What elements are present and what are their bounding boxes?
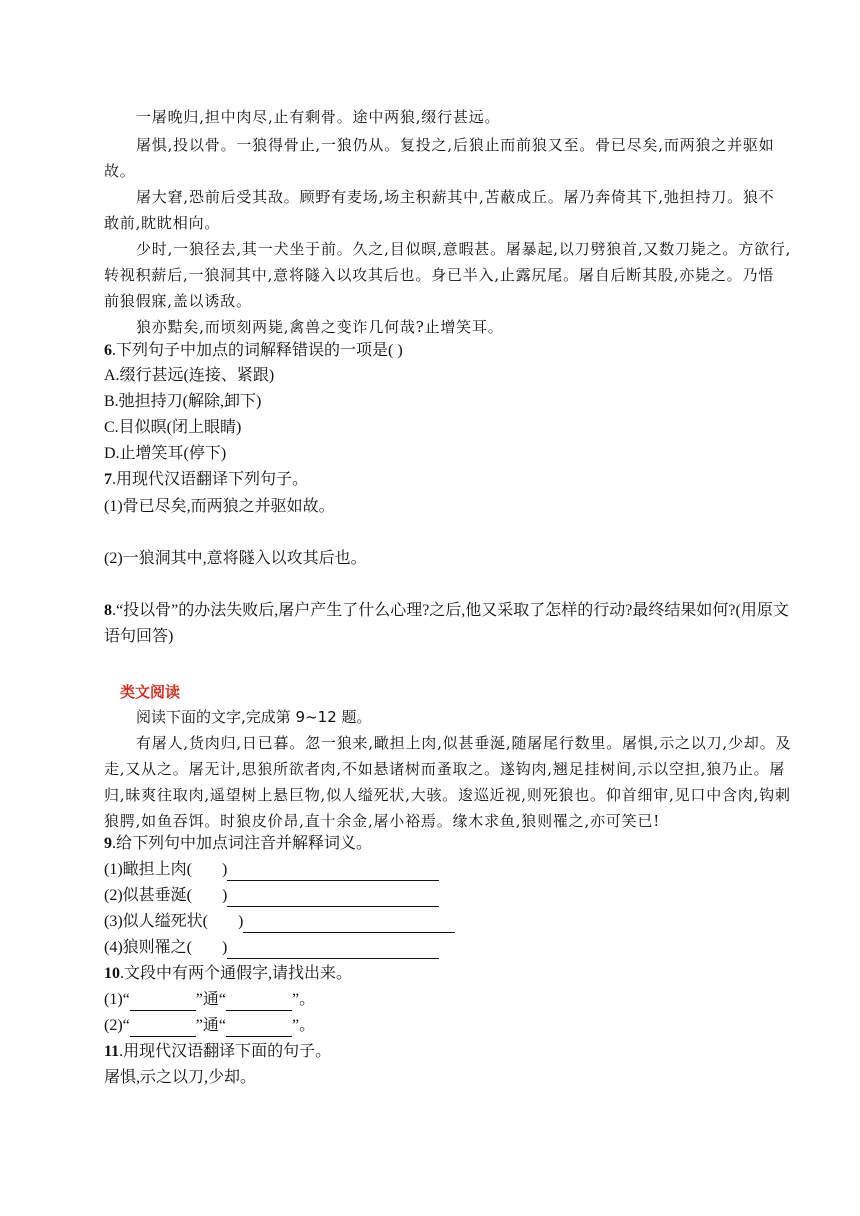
- question-6-stem: [104, 340, 403, 362]
- question-8-line-2: 语句回答): [104, 628, 174, 645]
- question-9-item-1: [104, 859, 439, 881]
- row-connector: ”通“: [195, 1017, 226, 1034]
- question-9-item-3: [104, 911, 455, 933]
- item-text: (4)狼则罹之(: [104, 939, 192, 956]
- question-number: 11: [104, 1043, 120, 1060]
- item-text: (2)似甚垂涎(: [104, 887, 192, 904]
- passage-line-4: 狼腭,如鱼吞饵。时狼皮价昂,直十余金,屠小裕焉。缘木求鱼,狼则罹之,亦可笑已!: [104, 812, 661, 830]
- question-number: 7: [104, 471, 112, 488]
- question-9-item-2: [104, 885, 439, 907]
- question-text: .用现代汉语翻译下面的句子。: [119, 1043, 332, 1060]
- passage-paragraph-4-cont: 转视积薪后,一狼洞其中,意将隧入以攻其后也。身已半入,止露尻尾。屠自后断其股,亦毙之。乃悟: [104, 266, 775, 284]
- passage-line-1: 有屠人,货肉归,日已暮。忽一狼来,瞰担上肉,似甚垂涎,随屠尾行数里。屠惧,示之以刀,少却。及: [136, 734, 792, 752]
- row-end: ”。: [291, 1017, 316, 1034]
- passage-paragraph-4-cont2: 前狼假寐,盖以诱敌。: [104, 292, 252, 310]
- question-7-stem: [104, 469, 308, 491]
- item-paren-close: ): [238, 913, 244, 930]
- item-text: (3)似人缢死状(: [104, 913, 208, 930]
- answer-blank[interactable]: [227, 890, 439, 907]
- answer-blank[interactable]: [130, 1020, 196, 1037]
- question-9-stem: [104, 833, 372, 855]
- question-10-row-2: [104, 1015, 315, 1037]
- question-10-row-1: [104, 989, 315, 1011]
- passage-paragraph-1: 一屠晚归,担中肉尽,止有剩骨。途中两狼,缀行甚远。: [136, 108, 501, 126]
- section-instruction: 阅读下面的文字,完成第 9~12 题。: [136, 708, 372, 726]
- item-paren-close: ): [222, 939, 228, 956]
- question-9-item-4: [104, 937, 439, 959]
- answer-blank[interactable]: [226, 994, 292, 1011]
- question-number: 8: [104, 602, 112, 619]
- row-end: ”。: [291, 991, 316, 1008]
- sentence-2: (2)一狼洞其中,意将隧入以攻其后也。: [104, 550, 367, 567]
- option-d: D.止增笑耳(停下): [104, 445, 227, 462]
- row-label: (1)“: [104, 991, 130, 1008]
- passage-line-3: 归,昧爽往取肉,遥望树上悬巨物,似人缢死状,大骇。逡巡近视,则死狼也。仰首细审,见口中含肉,钩刺: [104, 786, 791, 804]
- section-title: 类文阅读: [120, 683, 181, 701]
- passage-paragraph-5: 狼亦黠矣,而顷刻两毙,禽兽之变诈几何哉?止增笑耳。: [136, 318, 504, 336]
- item-paren-close: ): [222, 861, 228, 878]
- option-a: A.缀行甚远(连接、紧跟): [104, 367, 275, 384]
- passage-paragraph-4: 少时,一狼径去,其一犬坐于前。久之,目似暝,意暇甚。屠暴起,以刀劈狼首,又数刀毙之。方欲行,: [136, 240, 792, 258]
- passage-paragraph-3: 屠大窘,恐前后受其敌。顾野有麦场,场主积薪其中,苫蔽成丘。屠乃奔倚其下,弛担持刀。狼不: [136, 188, 775, 206]
- question-number: 10: [104, 965, 120, 982]
- item-paren-close: ): [222, 887, 228, 904]
- row-connector: ”通“: [195, 991, 226, 1008]
- passage-line-2: 走,又从之。屠无计,思狼所欲者肉,不如悬诸树而蚤取之。遂钩肉,翘足挂树间,示以空担,狼乃止。屠: [104, 760, 786, 778]
- answer-blank[interactable]: [226, 1020, 292, 1037]
- question-11-stem: [104, 1041, 331, 1063]
- passage-paragraph-3-cont: 敢前,眈眈相向。: [104, 214, 221, 232]
- item-text: (1)瞰担上肉(: [104, 861, 192, 878]
- question-8-line-1: [104, 600, 789, 622]
- question-number: 6: [104, 342, 112, 359]
- sentence-1: (1)骨已尽矣,而两狼之并驱如故。: [104, 498, 335, 515]
- option-b: B.弛担持刀(解除,卸下): [104, 393, 262, 410]
- answer-blank[interactable]: [130, 994, 196, 1011]
- passage-paragraph-2: 屠惧,投以骨。一狼得骨止,一狼仍从。复投之,后狼止而前狼又至。骨已尽矣,而两狼之并驱如: [136, 136, 775, 154]
- question-text: .“投以骨”的办法失败后,屠户产生了什么心理?之后,他又采取了怎样的行动?最终结果如何?(用原文: [112, 602, 789, 619]
- passage-paragraph-2-cont: 故。: [104, 162, 136, 180]
- answer-blank[interactable]: [227, 864, 439, 881]
- option-c: C.目似暝(闭上眼睛): [104, 419, 242, 436]
- question-number: 9: [104, 835, 112, 852]
- answer-blank[interactable]: [243, 916, 455, 933]
- question-text: .文段中有两个通假字,请找出来。: [120, 965, 353, 982]
- answer-blank[interactable]: [227, 942, 439, 959]
- row-label: (2)“: [104, 1017, 130, 1034]
- question-text: .下列句子中加点的词解释错误的一项是( ): [112, 342, 403, 359]
- question-10-stem: [104, 963, 352, 985]
- question-text: .给下列句中加点词注音并解释词义。: [112, 835, 373, 852]
- question-11-sentence: 屠惧,示之以刀,少却。: [104, 1069, 257, 1086]
- question-text: .用现代汉语翻译下列句子。: [112, 471, 309, 488]
